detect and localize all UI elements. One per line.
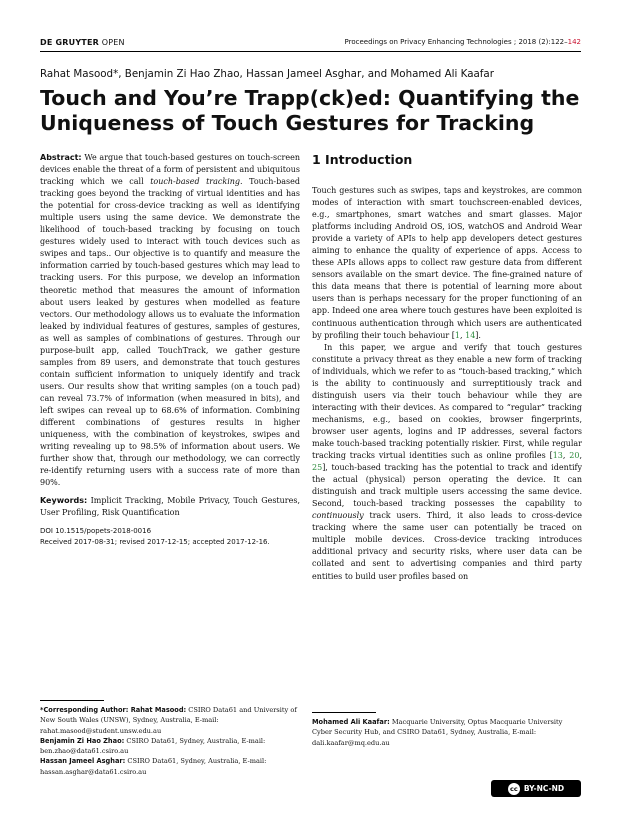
- footnote-author-2-name: Benjamin Zi Hao Zhao:: [40, 736, 125, 745]
- doi[interactable]: DOI 10.1515/popets-2018-0016: [40, 527, 152, 536]
- intro-paragraph-2: [312, 342, 582, 583]
- license-badge[interactable]: [491, 780, 581, 797]
- creative-commons-icon: cc: [508, 783, 520, 795]
- footnote-author-3-name: Hassan Jameel Asghar:: [40, 757, 126, 766]
- intro-p1-end: ].: [475, 330, 481, 340]
- intro-p2-emphasis: continuously: [312, 511, 364, 521]
- intro-p2-text-1: In this paper, we argue and verify that touch gestures constitute a privacy threat as they enable a new form of tracking of individuals, which we refer to as “touch-based tracking,” which is the ability to continuously and surreptitiously track and distinguish users via their touch behaviour while they are interacting with their devices. As compared to “regular” tracking mechanisms, e.g., based on cookies, browser fingerprints, browser user agents, logins and IP addresses, several factors make touch-based tracking potentially riskier. First, while regular tracking tracks virtual identities such as online profiles [: [312, 342, 582, 461]
- left-footnotes: [40, 700, 300, 777]
- footnote-rule-left: [40, 700, 104, 701]
- footnote-author-3-text: CSIRO Data61, Sydney, Australia, E-mail: hassan.asghar@data61.csiro.au: [40, 757, 267, 776]
- header-rule: [40, 51, 581, 52]
- right-column: [312, 152, 582, 583]
- intro-paragraph-1: [312, 185, 582, 342]
- author-list: Rahat Masood*, Benjamin Zi Hao Zhao, Hassan Jameel Asghar, and Mohamed Ali Kaafar: [40, 68, 494, 80]
- footnote-author-2: [40, 736, 300, 757]
- citation-link[interactable]: 25: [312, 463, 323, 473]
- abstract-label: Abstract:: [40, 153, 82, 162]
- abstract-text-2: . Touch-based tracking goes beyond the tracking of virtual identities and has the potential for cross-device tracking as well as identifying multiple users using the same device. We demonstrate the likelihood of touch-based tracking by focusing on touch gestures widely used to interact with touch devices such as swipes and taps.. Our objective is to quantify and measure the information carried by touch-based gestures which may lead to tracking users. For this purpose, we develop an information theoretic method that measures the amount of information about users leaked by gestures when modelled as feature vectors. Our methodology allows us to evaluate the information leaked by individual features of gestures, samples of gestures, as well as samples of combinations of gestures. Through our purpose-built app, called TouchTrack, we gather gesture samples from 89 users, and demonstrate that touch gestures contain sufficient information to uniquely identify and track users. Our results show that writing samples (on a touch pad) can reveal 73.7% of information (when measured in bits), and left swipes can reveal up to 68.6% of information. Combining different combinations of gestures results in higher uniqueness, with the combination of keystrokes, swipes and writing revealing up to 98.5% of information about users. We further show that, through our methodology, we can correctly re-identify returning users with a success rate of more than 90%.: [40, 177, 300, 488]
- footnote-author-4-name: Mohamed Ali Kaafar:: [312, 718, 390, 726]
- keywords: [40, 495, 300, 519]
- abstract: [40, 152, 300, 489]
- abstract-emphasis: touch-based tracking: [150, 177, 241, 187]
- citation-sep: ,: [460, 330, 466, 340]
- footnote-author-4: [312, 717, 582, 748]
- journal-name: Proceedings on Privacy Enhancing Technologies ; 2018 (2):122–: [344, 38, 568, 46]
- footnote-author-1-text: CSIRO Data61 and University of New South Wales (UNSW), Sydney, Australia, E-mail: rahat.masood@student.unsw.edu.au: [40, 706, 297, 735]
- intro-p2-text-2: ], touch-based tracking has the potential to track and identify the actual (physical) person operating the device. It can distinguish and track multiple users accessing the same device. Second, touch-based tracking possesses the capability to: [312, 463, 582, 509]
- journal-citation: [345, 38, 581, 46]
- keywords-text: Implicit Tracking, Mobile Privacy, Touch Gestures, User Profiling, Risk Quantification: [40, 496, 300, 518]
- citation-link[interactable]: 1: [454, 330, 461, 340]
- section-heading-introduction: 1 Introduction: [312, 152, 413, 167]
- footnote-author-3: [40, 756, 300, 777]
- publisher-light: OPEN: [101, 38, 125, 47]
- intro-p2-text-3: track users. Third, it also leads to cross-device tracking where the same user can potentially be traced on multiple mobile devices. Cross-device tracking introduces additional privacy and security risks, where user data can be collated and sent to advertising companies and third party entities to build user profiles based on: [312, 511, 582, 581]
- right-footnote: [312, 712, 582, 748]
- keywords-label: Keywords:: [40, 496, 88, 506]
- footnote-author-2-text: CSIRO Data61, Sydney, Australia, E-mail: ben.zhao@data61.csiro.au: [40, 736, 266, 756]
- abstract-text-1: We argue that touch-based gestures on touch-screen devices enable the threat of a form of persistent and ubiquitous tracking which we call: [40, 153, 300, 187]
- intro-p1-text: Touch gestures such as swipes, taps and keystrokes, are common modes of interaction with smart touchscreen-enabled devices, e.g., smartphones, smart watches and smart glasses. Major platforms including Android OS, iOS, watchOS and Android Wear provide a variety of APIs to help app developers detect gestures aiming to enhance the quality of experience of apps. Access to these APIs allows apps to collect raw gesture data from different sensors available on the smart device. The fine-grained nature of this data means that there is potential of learning more about users than is perhaps necessary for the proper functioning of an app. Indeed one area where touch gestures have been exploited is continuous authentication through which users are authenticated by profiling their touch behaviour [: [312, 186, 582, 340]
- citation-link[interactable]: 13: [552, 451, 563, 461]
- footnote-author-1-name: *Corresponding Author: Rahat Masood:: [40, 706, 187, 714]
- citation-sep: ,: [579, 451, 582, 461]
- footnote-rule-right: [312, 712, 376, 713]
- paper-title: Touch and You’re Trapp(ck)ed: Quantifying the Uniqueness of Touch Gestures for Tracking: [40, 86, 580, 135]
- publisher-name: [40, 38, 125, 47]
- footnote-author-4-text: Macquarie University, Optus Macquarie University Cyber Security Hub, and CSIRO Data61, Sydney, Australia, E-mail: dali.kaafar@mq.edu.au: [312, 718, 563, 747]
- received-dates: Received 2017-08-31; revised 2017-12-15; accepted 2017-12-16.: [40, 537, 270, 546]
- publisher-bold: DE GRUYTER: [40, 38, 99, 47]
- footnote-author-1: [40, 705, 300, 736]
- citation-link[interactable]: 20: [569, 451, 580, 461]
- left-column: [40, 152, 300, 547]
- citation-link[interactable]: 14: [465, 330, 476, 340]
- end-page-link[interactable]: 142: [567, 38, 581, 46]
- citation-sep: ,: [562, 451, 570, 461]
- license-label: BY-NC-ND: [523, 784, 565, 793]
